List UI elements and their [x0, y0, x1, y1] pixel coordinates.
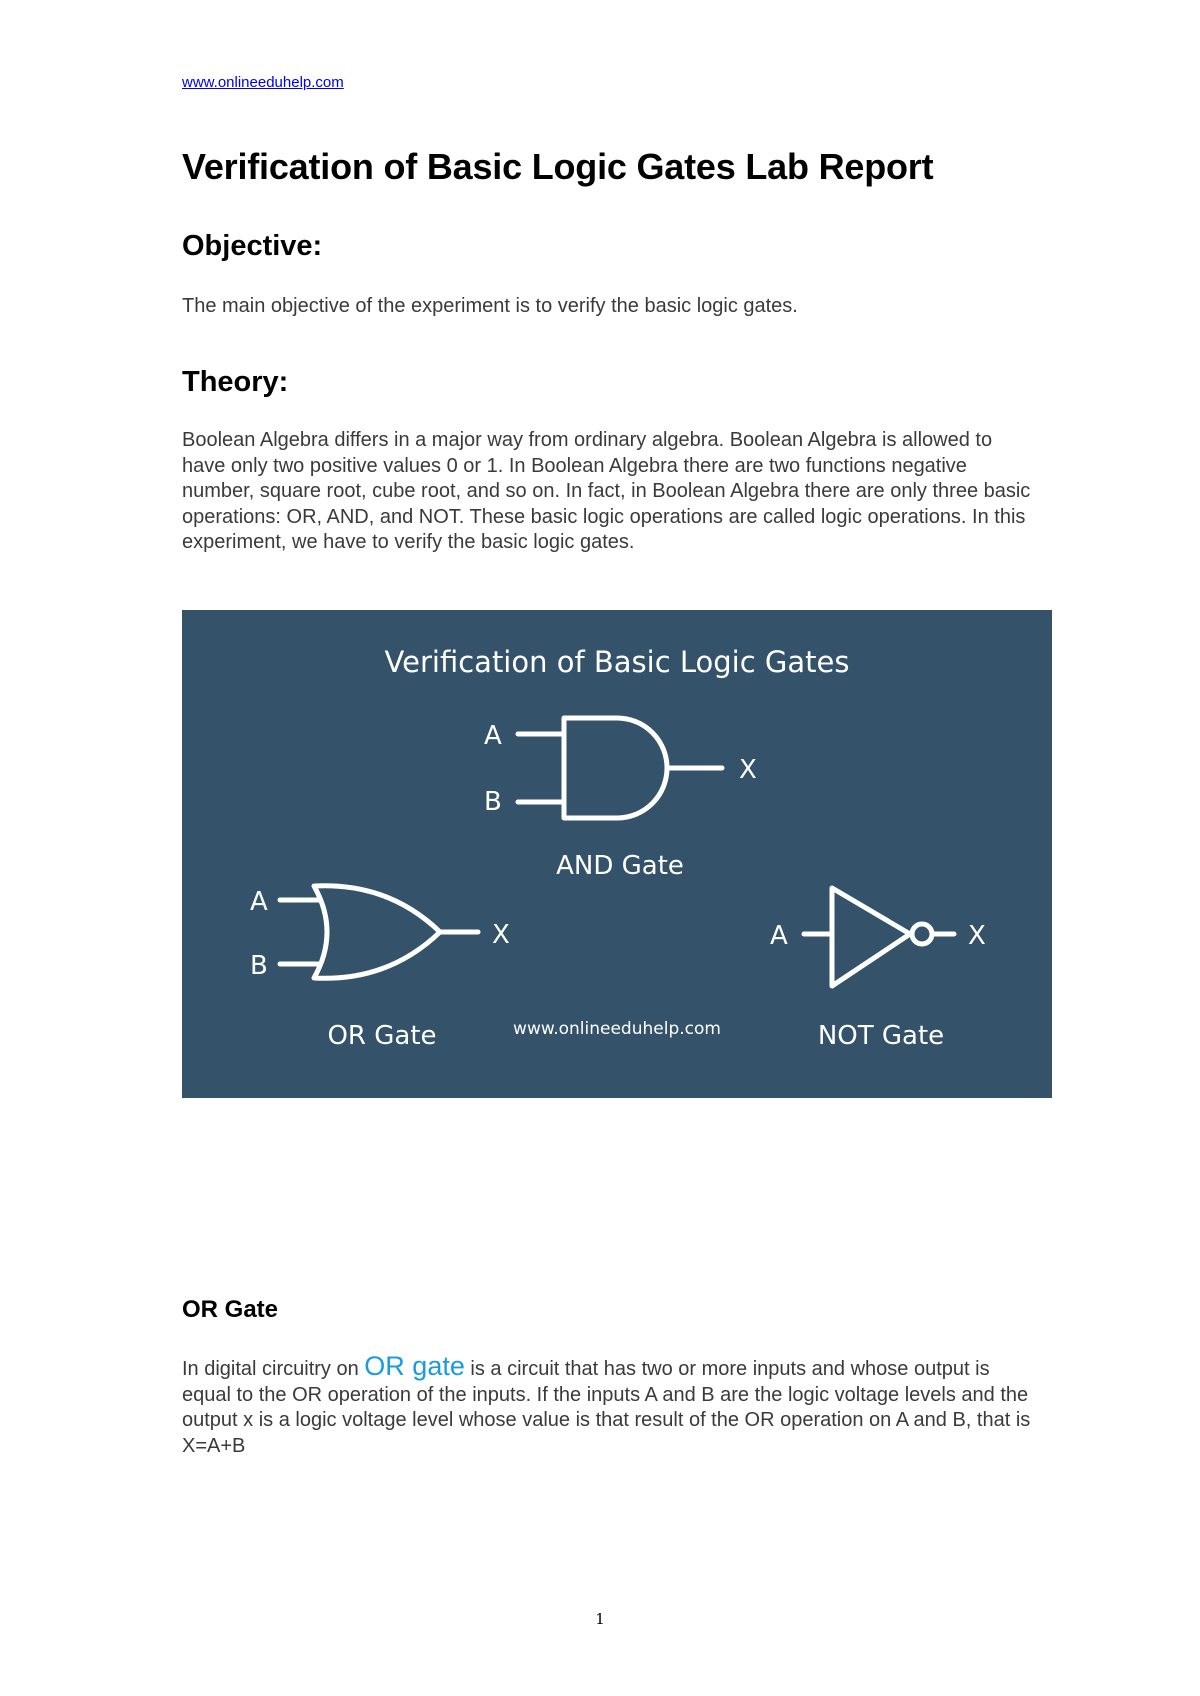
or-gate-text-body: is a circuit that has two or more inputs and whose output is equal to the OR operation of the inputs. If the inputs A and B are the logic voltage levels and the output x is a logic voltage level whose value is that result of the OR operation on A and B, that is X=A+B	[182, 1358, 1031, 1457]
not-gate-label: NOT Gate	[817, 1021, 945, 1051]
objective-heading: Objective:	[182, 230, 323, 262]
or-gate-output: X	[492, 920, 510, 950]
or-gate-heading: OR Gate	[182, 1296, 279, 1323]
figure-title: Verification of Basic Logic Gates	[384, 645, 850, 679]
or-gate-text-intro: In digital circuitry on	[182, 1358, 365, 1380]
logic-gates-figure	[182, 610, 1052, 1098]
not-gate-symbol	[804, 888, 954, 986]
and-gate-label: AND Gate	[556, 851, 684, 881]
and-gate-output: X	[739, 755, 757, 785]
document-title: Verification of Basic Logic Gates Lab Report	[182, 146, 934, 187]
or-gate-link[interactable]: OR gate	[364, 1351, 465, 1381]
or-gate-symbol	[280, 886, 478, 979]
figure-watermark: www.onlineeduhelp.com	[513, 1019, 721, 1039]
theory-heading: Theory:	[182, 366, 289, 398]
or-gate-text	[182, 1351, 1032, 1459]
and-gate-input-a: A	[484, 721, 502, 751]
header-site-link[interactable]: www.onlineeduhelp.com	[182, 74, 344, 91]
and-gate-symbol	[518, 718, 722, 818]
and-gate-input-b: B	[484, 787, 502, 817]
not-gate-output: X	[968, 921, 986, 951]
or-gate-label: OR Gate	[327, 1021, 437, 1051]
page-number: 1	[595, 1610, 605, 1628]
or-gate-input-b: B	[250, 951, 268, 981]
or-gate-input-a: A	[250, 887, 268, 917]
theory-text: Boolean Algebra differs in a major way from ordinary algebra. Boolean Algebra is allowed to have only two positive values 0 or 1. In Boolean Algebra there are two functions negative number, square root, cube root, and so on. In fact, in Boolean Algebra there are only three basic operations: OR, AND, and NOT. These basic logic operations are called logic operations. In this experiment, we have to verify the basic logic gates.	[182, 429, 1031, 553]
not-gate-input: A	[770, 921, 788, 951]
objective-text: The main objective of the experiment is to verify the basic logic gates.	[182, 295, 798, 317]
